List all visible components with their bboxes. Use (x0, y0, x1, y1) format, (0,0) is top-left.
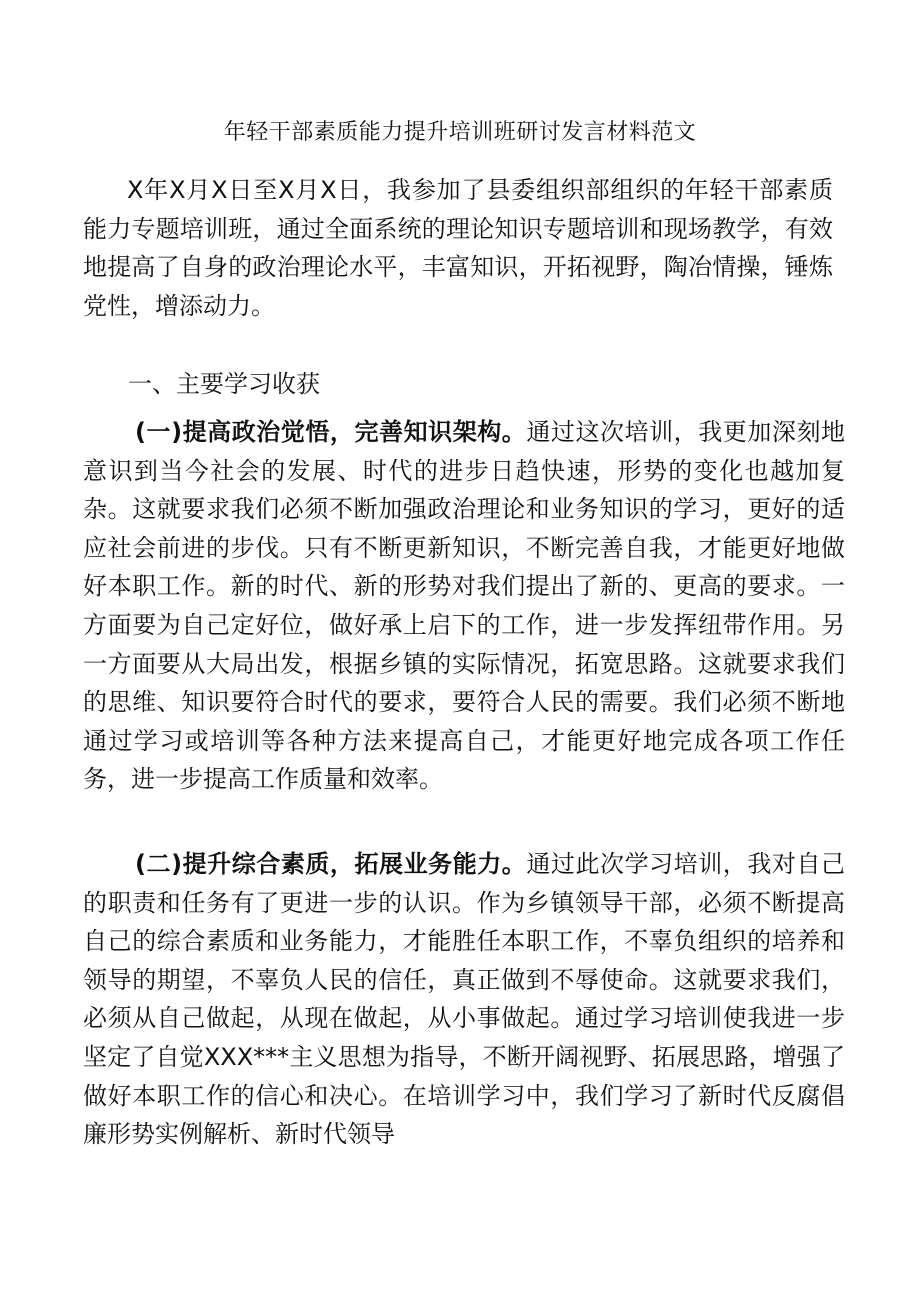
document-title: 年轻干部素质能力提升培训班研讨发言材料范文 (223, 120, 697, 145)
paragraph-2-lead: (二)提升综合素质，拓展业务能力。 (135, 850, 527, 878)
paragraph-1 (83, 413, 845, 799)
section-heading: 一、主要学习收获 (128, 370, 320, 398)
paragraph-1-lead: (一)提高政治觉悟，完善知识架构。 (135, 418, 527, 446)
paragraph-2 (83, 845, 845, 1154)
paragraph-1-body: 通过这次培训，我更加深刻地意识到当今社会的发展、时代的进步日趋快速，形势的变化也越加复杂。这就要求我们必须不断加强政治理论和业务知识的学习，更好的适应社会前进的步伐。只有不断更新知识，不断完善自我，才能更好地做好本职工作。新的时代、新的形势对我们提出了新的、更高的要求。一方面要为自己定好位，做好承上启下的工作，进一步发挥纽带作用。另一方面要从大局出发，根据乡镇的实际情况，拓宽思路。这就要求我们的思维、知识要符合时代的要求，要符合人民的需要。我们必须不断地通过学习或培训等各种方法来提高自己，才能更好地完成各项工作任务，进一步提高工作质量和效率。 (83, 418, 846, 794)
intro-paragraph: X年X月X日至X月X日，我参加了县委组织部组织的年轻干部素质能力专题培训班，通过全面系统的理论知识专题培训和现场教学，有效地提高了自身的政治理论水平，丰富知识，开拓视野，陶冶情操，锤炼党性，增添动力。 (83, 176, 833, 320)
paragraph-2-body: 通过此次学习培训，我对自己的职责和任务有了更进一步的认识。作为乡镇领导干部，必须不断提高自己的综合素质和业务能力，才能胜任本职工作，不辜负组织的培养和领导的期望，不辜负人民的信任，真正做到不辱使命。这就要求我们，必须从自己做起，从现在做起，从小事做起。通过学习培训使我进一步坚定了自觉XXX***主义思想为指导，不断开阔视野、拓展思路，增强了做好本职工作的信心和决心。在培训学习中，我们学习了新时代反腐倡廉形势实例解析、新时代领导 (83, 850, 846, 1149)
